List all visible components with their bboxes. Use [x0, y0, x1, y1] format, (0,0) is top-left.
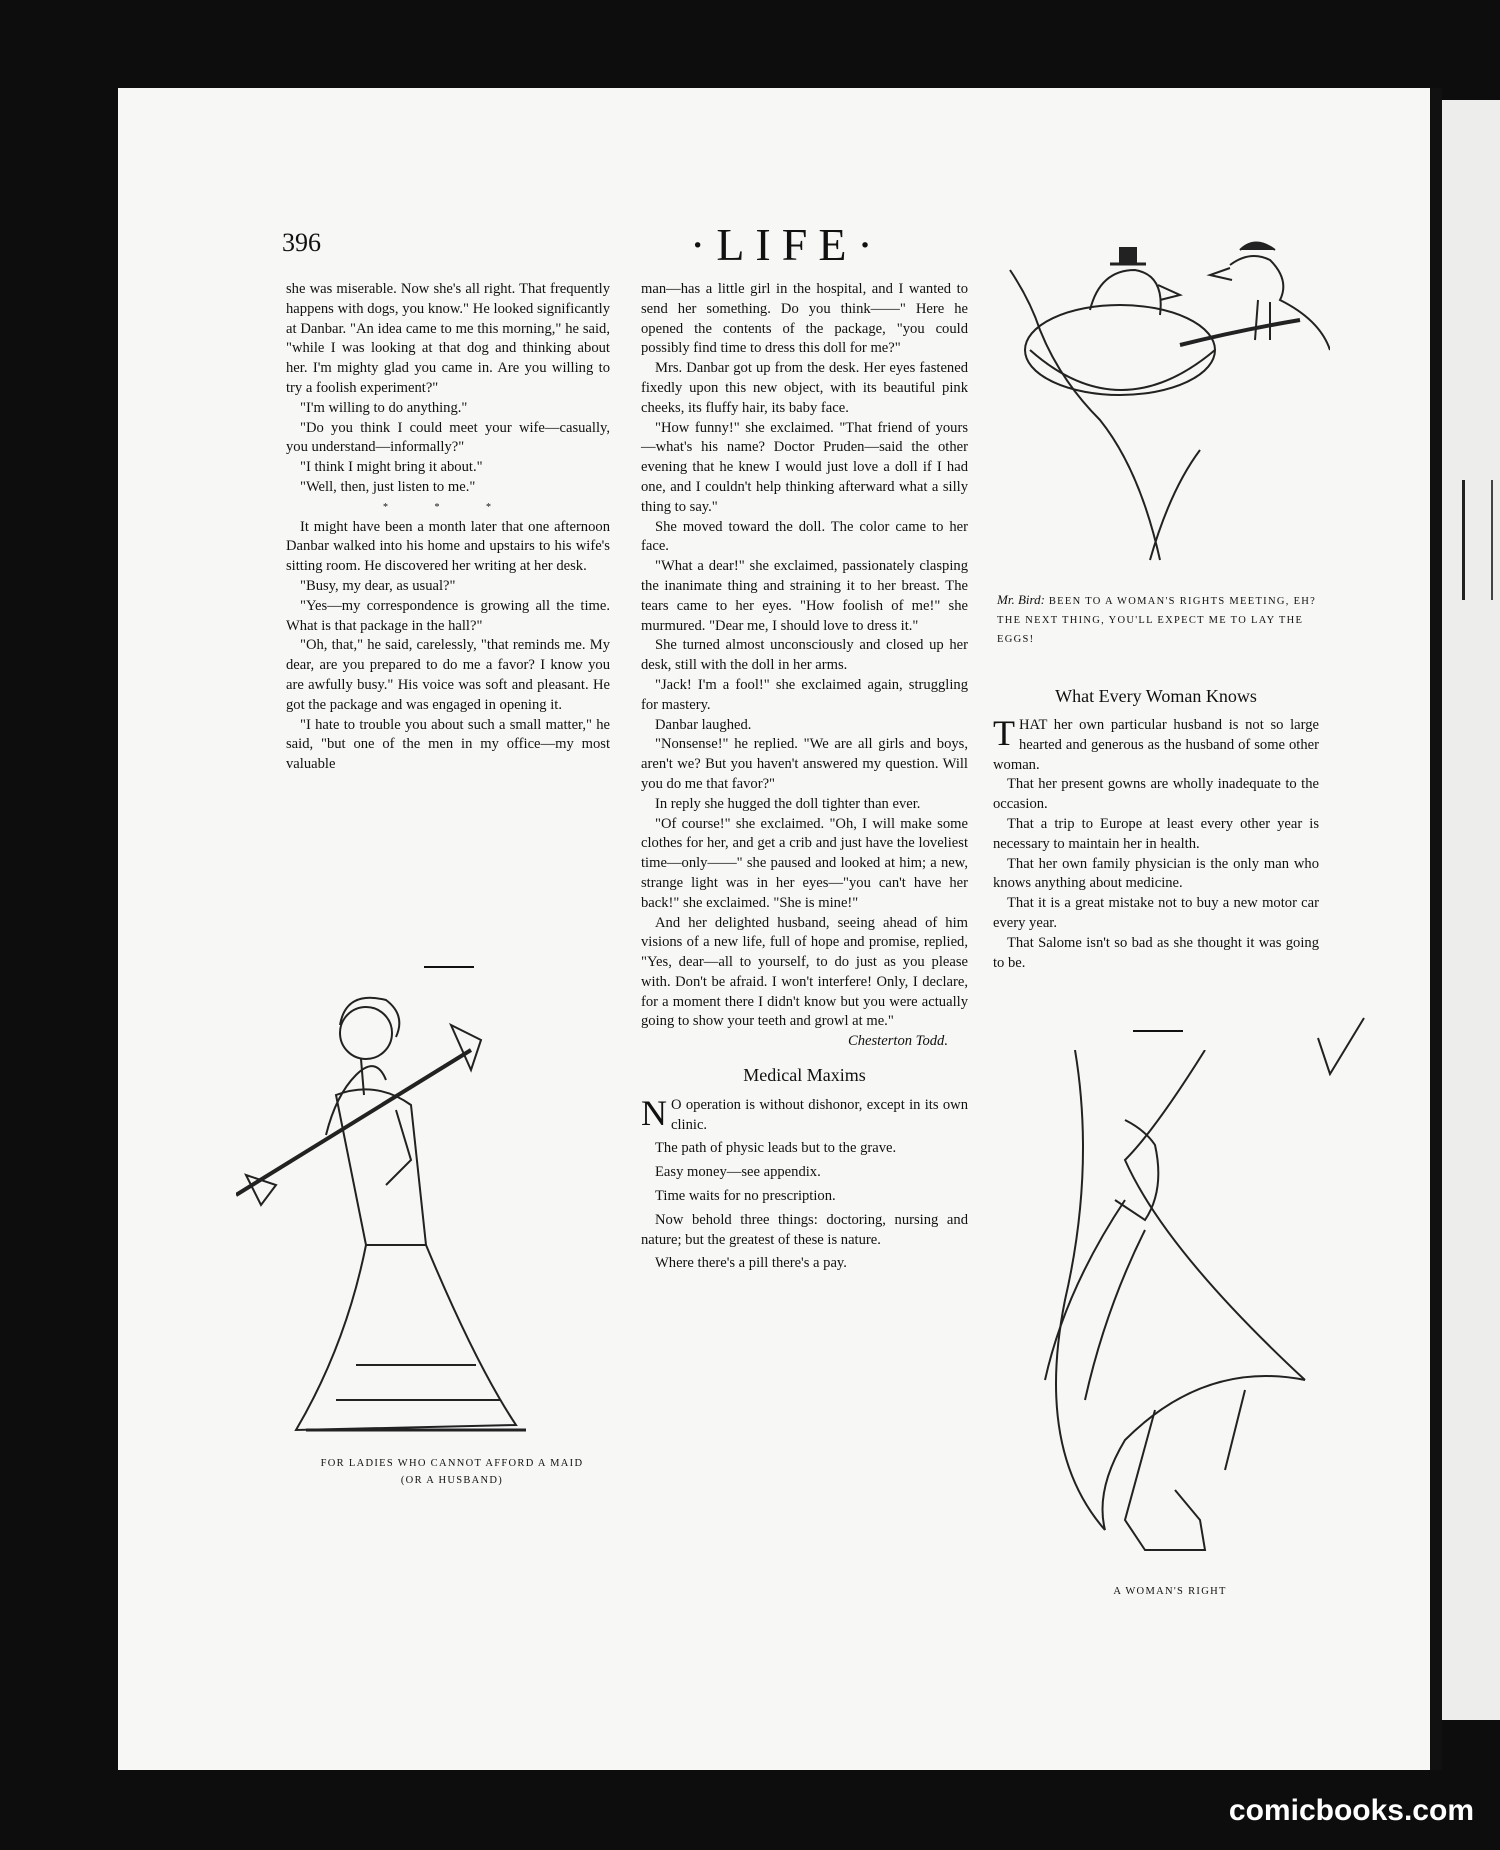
watermark: comicbooks.com [1228, 1794, 1474, 1827]
section-break-stars: * * * [383, 501, 513, 513]
maxim: The path of physic leads but to the grave. [655, 1140, 897, 1157]
dropcap-n: N [641, 1092, 667, 1133]
page-number: 396 [282, 228, 321, 257]
maxim: Now behold three things: doctoring, nursing and nature; but the greatest of these is nature. [641, 1211, 968, 1248]
woman-knows-item: That her own family physician is the only man who knows anything about medicine. [993, 855, 1319, 892]
paragraph: In reply she hugged the doll tighter than ever. [655, 795, 921, 812]
woman-knows-item: That her present gowns are wholly inadequate to the occasion. [993, 776, 1319, 813]
paragraph: "Yes—my correspondence is growing all the time. What is that package in the hall?" [286, 597, 610, 634]
woman-knows-item: That Salome isn't so bad as she thought it was going to be. [993, 934, 1319, 971]
author-signature: Chesterton Todd. [847, 1033, 948, 1050]
paragraph: "How funny!" she exclaimed. "That friend of yours—what's his name? Doctor Pruden—said the other evening that he knew I would just love a doll if I had one, and I couldn't help thinking afterward what a silly thing to say." [641, 419, 968, 515]
story-column-2 [641, 280, 968, 1274]
lady-caption-line-2: (OR A HUSBAND) [400, 1475, 504, 1486]
paragraph: "I'm willing to do anything." [300, 399, 468, 416]
maxim: Time waits for no prescription. [655, 1188, 836, 1205]
paragraph: "Oh, that," he said, carelessly, "that reminds me. My dear, are you prepared to do me a favor? I know you are awfully busy." His voice was soft and pleasant. He got the package and was engaged in opening it. [286, 637, 610, 713]
paragraph: "Jack! I'm a fool!" she exclaimed again, struggling for mastery. [641, 676, 968, 713]
facing-page-ornament [1462, 480, 1493, 600]
divider-rule [1133, 1030, 1183, 1032]
bird-caption-text: BEEN TO A WOMAN'S RIGHTS MEETING, EH? THE NEXT THING, YOU'LL EXPECT ME TO LAY THE EGGS! [997, 596, 1317, 645]
maxim: Easy money—see appendix. [655, 1164, 821, 1181]
paragraph: She moved toward the doll. The color came to her face. [641, 518, 968, 555]
facing-page-edge [1442, 100, 1500, 1720]
maxim: Where there's a pill there's a pay. [655, 1255, 847, 1272]
magazine-title: ·LIFE· [690, 219, 884, 270]
bird-speaker: Mr. Bird: [997, 592, 1045, 607]
paragraph: "Do you think I could meet your wife—casually, you understand—informally?" [286, 419, 610, 456]
paragraph: "Well, then, just listen to me." [300, 478, 476, 495]
paragraph: "What a dear!" she exclaimed, passionately clasping the inanimate thing and straining it to her breast. The tears came to her eyes. "How foolish of me!" she murmured. "Dear me, I should love to dress it." [641, 558, 968, 634]
checkmark-icon [1316, 1016, 1366, 1076]
maxim: O operation is without dishonor, except in its own clinic. [671, 1096, 968, 1133]
paragraph: she was miserable. Now she's all right. That frequently happens with dogs, you know." He looked significantly at Danbar. "An idea came to me this morning," he said, "while I was looking at that dog and thinking about her. I'm mighty glad you came in. Are you willing to try a foolish experiment?" [286, 281, 610, 396]
bird-cartoon [1000, 240, 1330, 580]
skirt-illustration [1005, 1050, 1325, 1570]
paragraph: She turned almost unconsciously and closed up her desk, still with the doll in her arms. [641, 637, 968, 674]
dropcap-t: T [993, 713, 1015, 753]
paragraph: "Busy, my dear, as usual?" [300, 577, 456, 594]
paragraph: "Nonsense!" he replied. "We are all girls and boys, aren't we? But you haven't answered my question. Will you do me that favor?" [641, 736, 968, 792]
paragraph: Mrs. Danbar got up from the desk. Her eyes fastened fixedly upon this new object, with its beautiful pink cheeks, its fluffy hair, its baby face. [641, 360, 968, 416]
lady-caption [282, 1455, 622, 1489]
divider-rule [424, 966, 474, 968]
paragraph: man—has a little girl in the hospital, and I wanted to send her something. Do you think——" Here he opened the contents of the package, "you could possibly find time to dress this doll for me?" [641, 281, 968, 357]
paragraph: "Of course!" she exclaimed. "Oh, I will make some clothes for her, and get a crib and just have the loveliest time—only——" she paused and looked at him; a new, strange light was in her eyes—"you can't have her back!" she exclaimed. "She is mine!" [641, 815, 968, 911]
skirt-caption: A WOMAN'S RIGHT [1113, 1586, 1227, 1597]
woman-knows-item: That a trip to Europe at least every other year is necessary to maintain her in health. [993, 815, 1319, 852]
story-column-1 [286, 280, 610, 775]
paragraph: And her delighted husband, seeing ahead of him visions of a new life, full of hope and promise, replied, "Yes, dear—all to yourself, to do just as you please with. Don't be afraid. I won't interfere! Only, I declare, for a moment there I didn't know but you were actually going to show your teeth and growl at me." [641, 914, 968, 1030]
lady-illustration [236, 985, 626, 1445]
woman-knows-column [993, 713, 1319, 973]
book-gutter [1430, 88, 1442, 1770]
woman-knows-title: What Every Woman Knows [1055, 686, 1257, 706]
lady-caption-line-1: FOR LADIES WHO CANNOT AFFORD A MAID [320, 1458, 584, 1469]
bird-caption [997, 590, 1323, 649]
woman-knows-item: HAT her own particular husband is not so large hearted and generous as the husband of some other woman. [993, 717, 1319, 773]
paragraph: Danbar laughed. [655, 716, 752, 733]
paragraph: It might have been a month later that one afternoon Danbar walked into his home and upstairs to his wife's sitting room. He discovered her writing at her desk. [286, 518, 610, 575]
paragraph: "I think I might bring it about." [300, 459, 483, 476]
medical-maxims-title: Medical Maxims [743, 1065, 866, 1086]
woman-knows-item: That it is a great mistake not to buy a new motor car every year. [993, 895, 1319, 931]
paragraph: "I hate to trouble you about such a small matter," he said, "but one of the men in my office—my most valuable [286, 716, 610, 773]
